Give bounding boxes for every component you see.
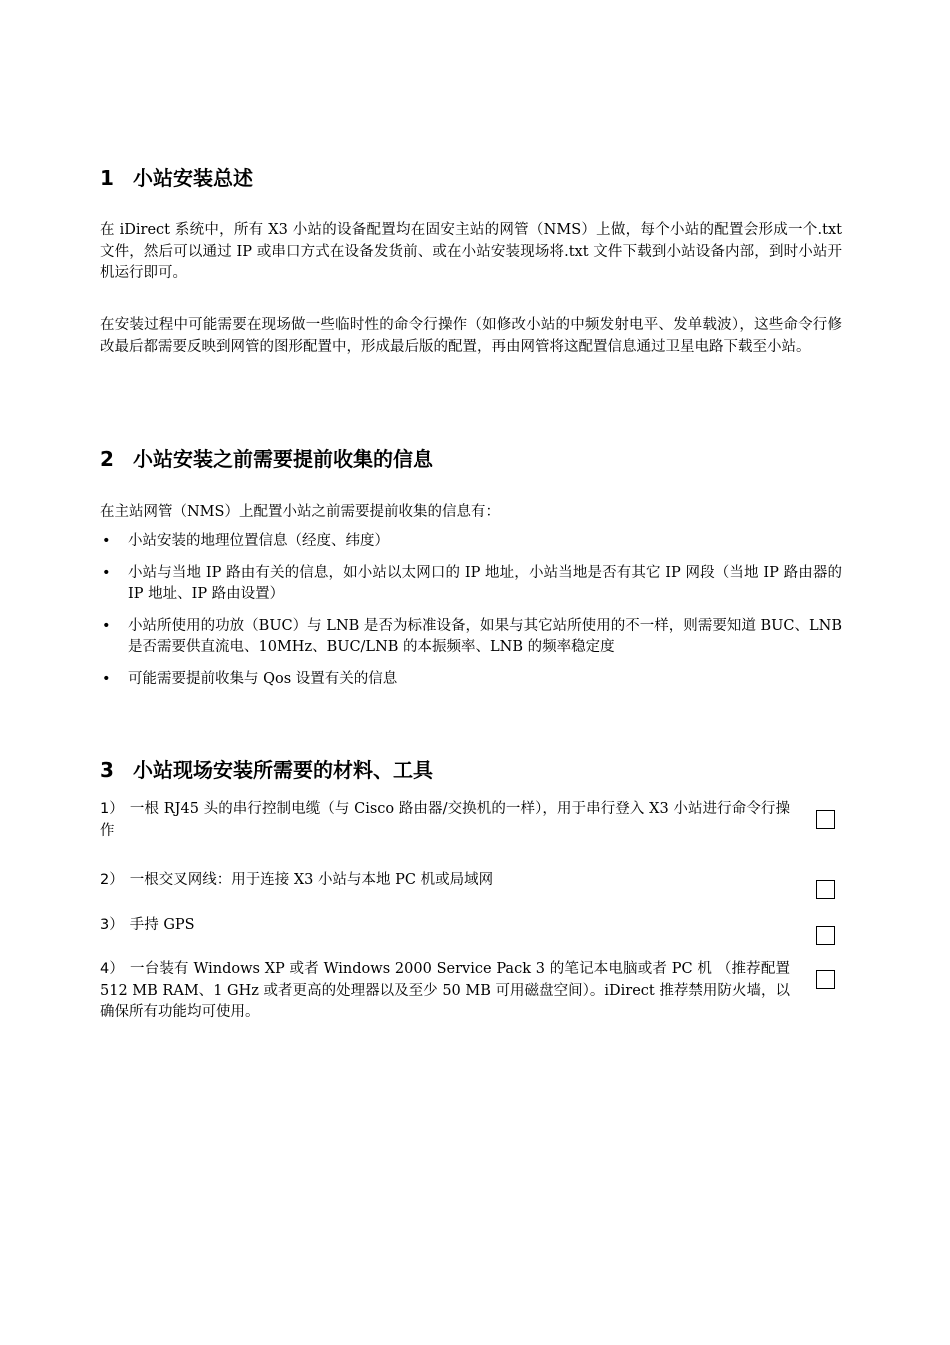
tool-item-text: 一根 RJ45 头的串行控制电缆（与 Cisco 路由器/交换机的一样），用于串行登入 X3 小站进行命令行操作 (100, 801, 790, 839)
tool-item-index: 3） (100, 917, 124, 933)
tool-item-index: 2） (100, 872, 124, 888)
section-2-heading (100, 446, 433, 472)
bullet-icon: • (102, 564, 111, 581)
section-1-paragraph-1: 在 iDirect 系统中，所有 X3 小站的设备配置均在固安主站的网管（NMS）上做，每个小站的配置会形成一个.txt 文件，然后可以通过 IP 或串口方式在设备发货前、或在小站安装现场将.txt 文件下载到小站设备内部，到时小站开机运行即可。 (100, 222, 842, 281)
tool-item-index: 4） (100, 961, 125, 977)
tool-item-text: 一根交叉网线：用于连接 X3 小站与本地 PC 机或局域网 (129, 872, 494, 888)
tool-item-2 (100, 870, 790, 892)
section-3-heading (100, 757, 433, 783)
bullet-icon: • (102, 617, 111, 634)
tool-item-text: 手持 GPS (129, 917, 195, 933)
list-item-text: 小站与当地 IP 路由有关的信息，如小站以太网口的 IP 地址，小站当地是否有其它 IP 网段（当地 IP 路由器的 IP 地址、IP 路由设置） (128, 564, 842, 602)
section-2-intro: 在主站网管（NMS）上配置小站之前需要提前收集的信息有： (100, 504, 500, 520)
list-item (100, 616, 842, 659)
list-item (100, 563, 842, 606)
tool-item-1 (100, 799, 790, 842)
section-title: 小站现场安装所需要的材料、工具 (133, 758, 433, 782)
bullet-icon: • (102, 533, 111, 549)
tool-item-index: 1） (100, 801, 124, 817)
tool-item-3 (100, 915, 790, 937)
list-item-text: 小站安装的地理位置信息（经度、纬度） (128, 533, 389, 549)
section-number: 3 (100, 758, 114, 782)
section-number: 2 (100, 447, 114, 471)
list-item-text: 可能需要提前收集与 Qos 设置有关的信息 (128, 670, 398, 687)
list-item (100, 531, 842, 553)
list-item-text: 小站所使用的功放（BUC）与 LNB 是否为标准设备，如果与其它站所使用的不一样，则需要知道 BUC、LNB 是否需要供直流电、10MHz、BUC/LNB 的本振频率、LNB 的频率稳定度 (128, 617, 842, 655)
info-bullet-list (100, 531, 842, 700)
section-title: 小站安装总述 (133, 166, 253, 190)
tool-2-checkbox[interactable] (816, 880, 835, 899)
tool-item-4 (100, 959, 790, 1024)
section-number: 1 (100, 166, 114, 190)
bullet-icon: • (102, 670, 111, 687)
list-item (100, 669, 842, 691)
tool-4-checkbox[interactable] (816, 970, 835, 989)
section-1-paragraph-2: 在安装过程中可能需要在现场做一些临时性的命令行操作（如修改小站的中频发射电平、发单载波），这些命令行修改最后都需要反映到网管的图形配置中，形成最后版的配置，再由网管将这配置信息通过卫星电路下载至小站。 (100, 317, 842, 355)
tool-1-checkbox[interactable] (816, 810, 835, 829)
section-title: 小站安装之前需要提前收集的信息 (133, 447, 433, 471)
tool-item-text: 一台装有 Windows XP 或者 Windows 2000 Service Pack 3 的笔记本电脑或者 PC 机 （推荐配置 512 MB RAM、1 GHz 或者更高的处理器以及至少 50 MB 可用磁盘空间）。iDirect 推荐禁用防火墙，以确保所有功能均可使用。 (100, 961, 790, 1020)
tool-3-checkbox[interactable] (816, 926, 835, 945)
section-1-heading (100, 165, 253, 191)
